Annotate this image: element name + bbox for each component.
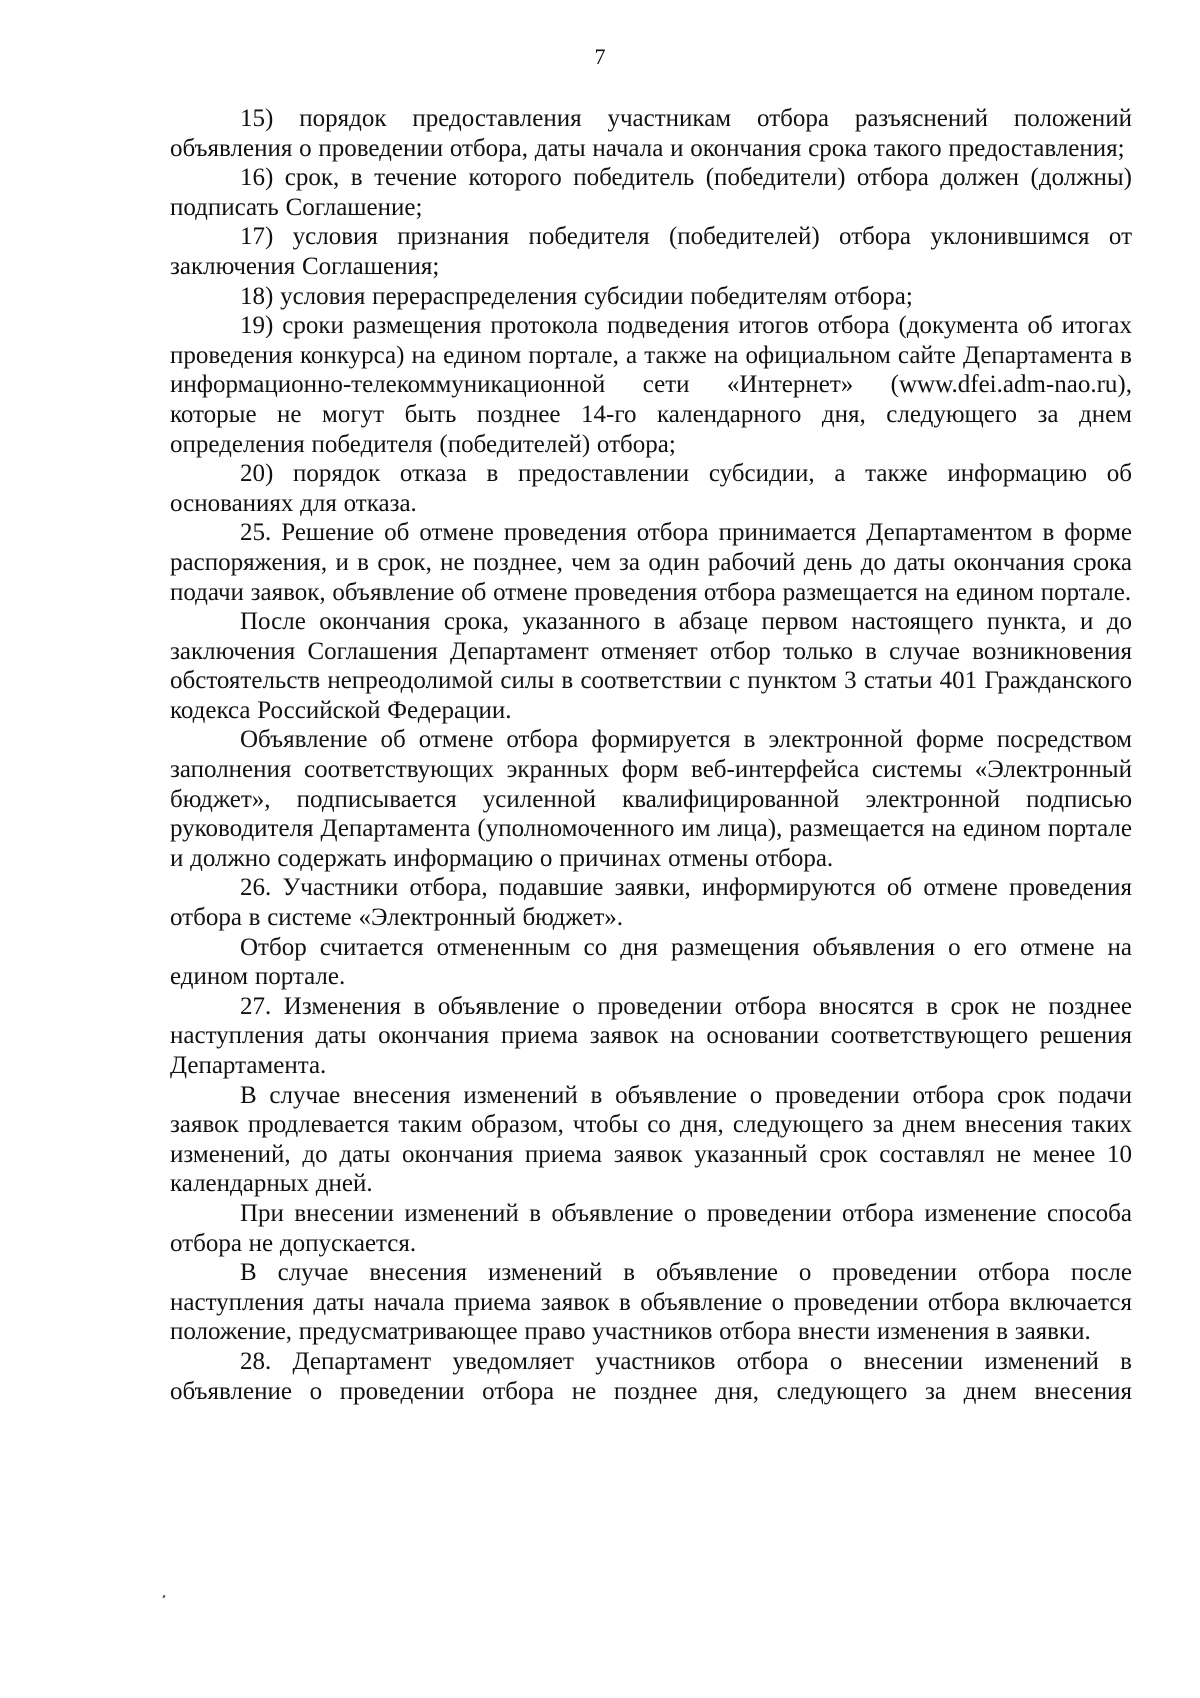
clause-26-paragraph-2: Отбор считается отмененным со дня размещения объявления о его отмене на едином портале. bbox=[170, 933, 1132, 991]
clause-26: 26. Участники отбора, подавшие заявки, информируются об отмене проведения отбора в системе «Электронный бюджет». bbox=[170, 874, 1132, 932]
list-item-16: 16) срок, в течение которого победитель (победители) отбора должен (должны) подписать Соглашение; bbox=[170, 164, 1132, 221]
list-item-20: 20) порядок отказа в предоставлении субсидии, а также информацию об основаниях для отказа. bbox=[170, 460, 1132, 517]
scan-speck bbox=[162, 1595, 165, 1599]
list-item-18: 18) условия перераспределения субсидии победителям отбора; bbox=[240, 282, 913, 310]
list-item-19: 19) сроки размещения протокола подведения итогов отбора (документа об итогах проведения конкурса) на едином портале, а также на официальном сайте Департамента в информационно-телекоммуникационной сети «Интернет» (www.dfei.adm-nao.ru), которые не могут быть позднее 14-го календарного дня, следующего за днем определения победителя (победителей) отбора; bbox=[170, 312, 1132, 458]
clause-27: 27. Изменения в объявление о проведении отбора вносятся в срок не позднее наступления даты окончания приема заявок на основании соответствующего решения Департамента. bbox=[170, 992, 1132, 1079]
clause-27-paragraph-2: В случае внесения изменений в объявление о проведении отбора срок подачи заявок продлевается таким образом, чтобы со дня, следующего за днем внесения таких изменений, до даты окончания приема заявок указанный срок составлял не менее 10 календарных дней. bbox=[170, 1081, 1132, 1198]
list-item-15: 15) порядок предоставления участникам отбора разъяснений положений объявления о проведении отбора, даты начала и окончания срока такого предоставления; bbox=[170, 105, 1132, 162]
clause-25: 25. Решение об отмене проведения отбора принимается Департаментом в форме распоряжения, и в срок, не позднее, чем за один рабочий день до даты окончания срока подачи заявок, объявление об отмене проведения отбора размещается на едином портале. bbox=[170, 519, 1132, 606]
clause-25-paragraph-2: После окончания срока, указанного в абзаце первом настоящего пункта, и до заключения Соглашения Департамент отменяет отбор только в случае возникновения обстоятельств непреодолимой силы в соответствии с пунктом 3 статьи 401 Гражданского кодекса Российской Федерации. bbox=[170, 608, 1132, 724]
clause-25-paragraph-3: Объявление об отмене отбора формируется в электронной форме посредством заполнения соответствующих экранных форм веб-интерфейса системы «Электронный бюджет», подписывается усиленной квалифицированной электронной подписью руководителя Департамента (уполномоченного им лица), размещается на едином портале и должно содержать информацию о причинах отмены отбора. bbox=[170, 726, 1132, 872]
clause-28: 28. Департамент уведомляет участников отбора о внесении изменений в объявление о проведении отбора не позднее дня, следующего за днем внесения bbox=[170, 1347, 1132, 1405]
document-body bbox=[170, 104, 1132, 1406]
clause-27-paragraph-4: В случае внесения изменений в объявление о проведении отбора после наступления даты начала приема заявок в объявление о проведении отбора включается положение, предусматривающее право участников отбора внести изменения в заявки. bbox=[170, 1259, 1132, 1346]
clause-27-paragraph-3: При внесении изменений в объявление о проведении отбора изменение способа отбора не допускается. bbox=[170, 1199, 1132, 1257]
list-item-17: 17) условия признания победителя (победителей) отбора уклонившимся от заключения Соглашения; bbox=[170, 223, 1132, 280]
page-number: 7 bbox=[594, 44, 606, 69]
